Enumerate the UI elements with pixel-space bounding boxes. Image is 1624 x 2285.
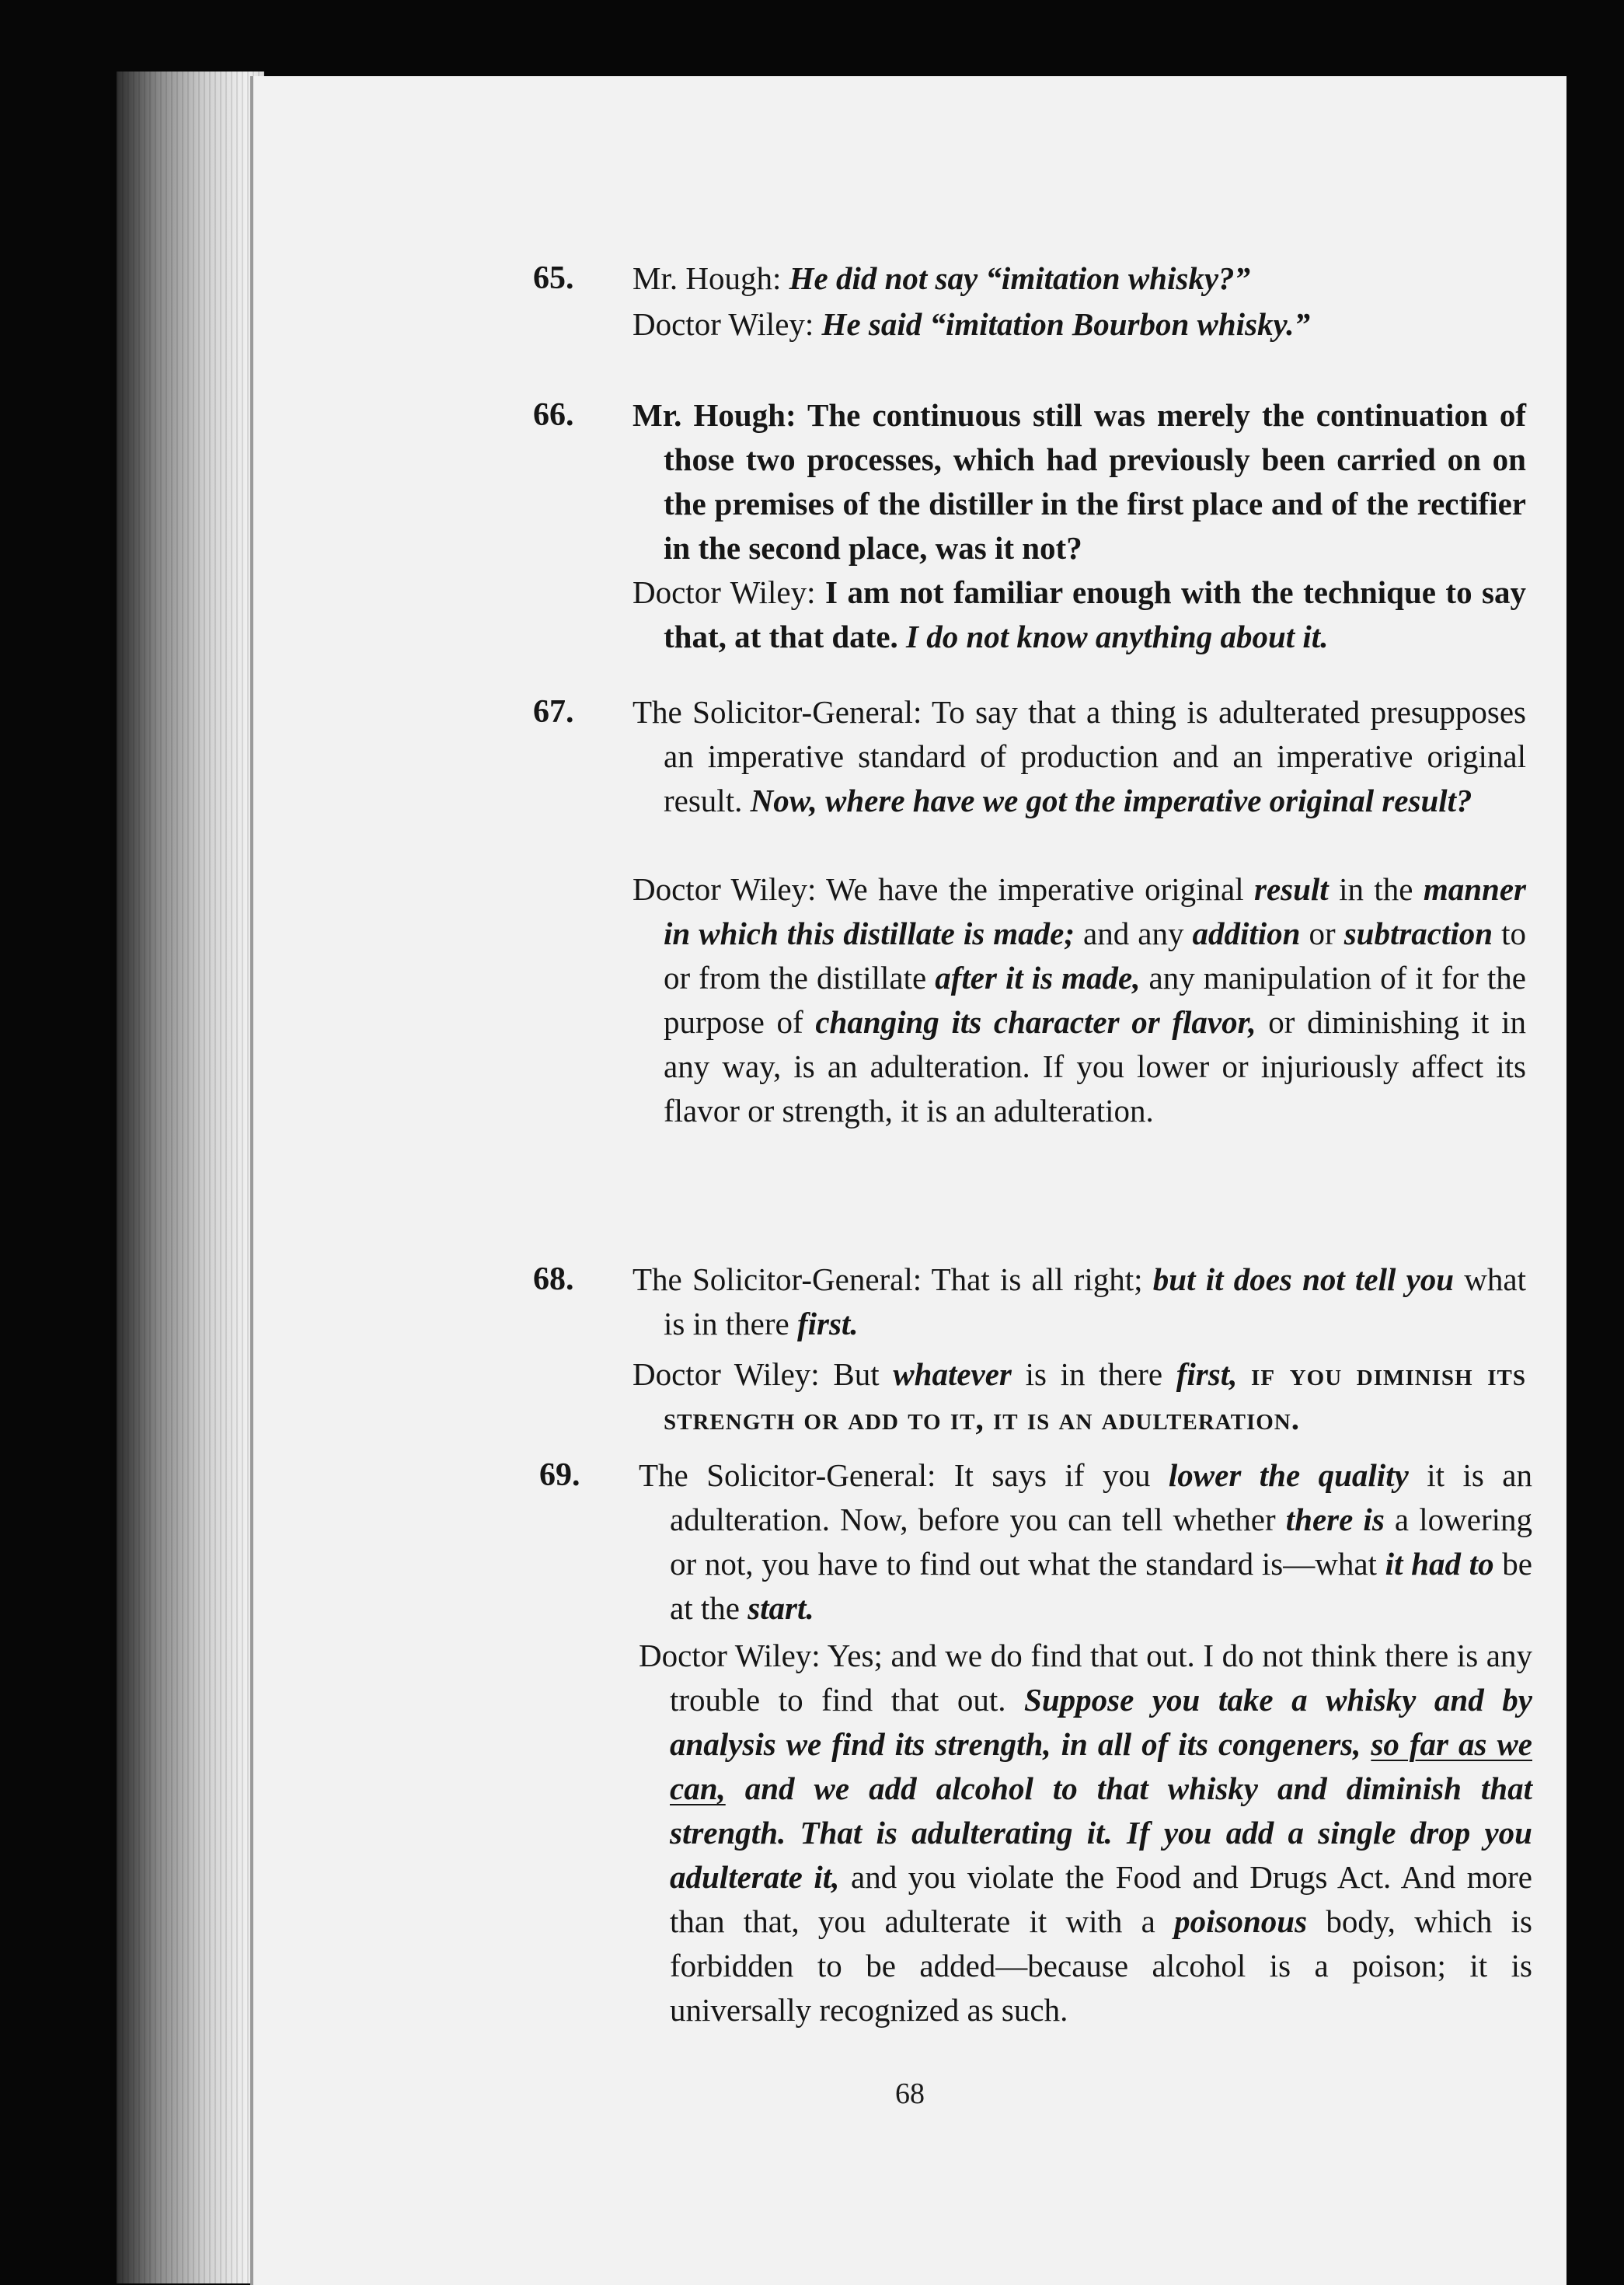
speaker: Doctor Wiley: <box>639 1638 821 1673</box>
question-emphasis: but it does not tell you <box>1152 1261 1455 1297</box>
question-text: It says if you <box>953 1457 1169 1493</box>
answer-text: I am not familiar enough with the technique to say that, at that date. <box>664 574 1527 654</box>
answer <box>633 570 1526 659</box>
question-text: be at the <box>670 1546 1532 1626</box>
answer-text: to or from the distillate <box>664 916 1526 996</box>
book-page-edges <box>117 72 264 2283</box>
page-number: 68 <box>895 2077 925 2110</box>
answer-emphasis: changing its character or flavor, <box>815 1004 1256 1040</box>
answer <box>633 867 1526 1133</box>
answer-emphasis: manner in which this distillate is made; <box>664 871 1526 951</box>
answer-underlined: so far as we can, <box>670 1726 1532 1806</box>
book-page <box>250 76 1566 2285</box>
speaker: The Solicitor-General: <box>633 694 922 730</box>
question-emphasis: it had to <box>1385 1546 1494 1582</box>
answer-text: and any <box>1075 916 1193 951</box>
question-emphasis: lower the quality <box>1168 1457 1409 1493</box>
entry-number: 67. <box>533 694 574 730</box>
speaker: Mr. Hough: <box>633 260 782 296</box>
answer-text: or diminishing it in any way, is an adulteration. If you lower or injuriously affect its flavor or strength, it is an adulteration. <box>664 1004 1526 1129</box>
entry-number: 65. <box>533 260 574 296</box>
answer-emphasis: I do not know anything about it. <box>906 619 1329 654</box>
question-emphasis: Now, where have we got the imperative original result? <box>750 783 1472 818</box>
speaker: Doctor Wiley: <box>633 306 814 342</box>
question-emphasis: first. <box>796 1306 859 1341</box>
question-text: That is all right; <box>931 1261 1143 1297</box>
answer-text: Yes; and we do find that out. I do not think there is any trouble to find that out. <box>670 1638 1532 1718</box>
answer-emphasis: poisonous <box>1174 1903 1308 1939</box>
question <box>639 1453 1532 1631</box>
question <box>633 1258 1526 1346</box>
answer-text: body, which is forbidden to be added—because alcohol is a poison; it is universally recognized as such. <box>670 1903 1532 2028</box>
answer-text: He said “imitation Bourbon whisky.” <box>821 306 1310 342</box>
answer-text: But <box>833 1356 880 1392</box>
question-text: He did not say “imitation whisky?” <box>789 260 1251 296</box>
answer-emphasis: and we add alcohol to that whisky and diminish that strength. That is adulterating it. If you add a single drop you adulterate it, <box>670 1770 1532 1895</box>
answer-emphasis: Suppose you take a whisky and by analysis we find its strength, in all of its congeners, <box>670 1682 1532 1762</box>
answer <box>639 1634 1532 2032</box>
answer-text: in the <box>1328 871 1424 907</box>
question-text: it is an adulteration. Now, before you can tell whether <box>670 1457 1533 1537</box>
question <box>633 256 1526 301</box>
entry-number: 69. <box>539 1457 580 1493</box>
speaker: Mr. Hough: <box>633 397 796 433</box>
question-text: what is in there <box>664 1261 1526 1341</box>
question <box>633 690 1526 823</box>
question-text: a lowering or not, you have to find out what the standard is—what <box>670 1502 1532 1582</box>
answer-emphasis: after it is made, <box>935 960 1141 996</box>
answer-small-caps: if you diminish its strength or add to it, it is an adulteration. <box>664 1356 1527 1436</box>
answer-text: We have the imperative original <box>826 871 1254 907</box>
speaker: Doctor Wiley: <box>633 871 817 907</box>
answer-text: or <box>1300 916 1344 951</box>
answer-text: any manipulation of it for the purpose of <box>664 960 1526 1040</box>
answer <box>633 1352 1526 1441</box>
question <box>633 393 1526 570</box>
answer-text: and you violate the Food and Drugs Act. And more than that, you adulterate it with a <box>670 1859 1532 1939</box>
answer-emphasis: result <box>1253 871 1329 907</box>
speaker: The Solicitor-General: <box>639 1457 936 1493</box>
speaker: Doctor Wiley: <box>633 1356 820 1392</box>
question-text: The continuous still was merely the continuation of those two processes, which had previously been carried on on the premises of the distiller in the first place and of the rectifier in the second place, was it not? <box>664 397 1526 566</box>
answer-text: is in there <box>1025 1356 1163 1392</box>
question-text: To say that a thing is adulterated presupposes an imperative standard of production and an imperative original result. <box>664 694 1526 818</box>
answer-emphasis: subtraction <box>1343 916 1493 951</box>
speaker: The Solicitor-General: <box>633 1261 922 1297</box>
entry-number: 66. <box>533 397 574 433</box>
question-emphasis: start. <box>748 1590 814 1626</box>
answer-emphasis: first, <box>1176 1356 1238 1392</box>
speaker: Doctor Wiley: <box>633 574 816 610</box>
answer-emphasis: addition <box>1192 916 1301 951</box>
answer-emphasis: whatever <box>893 1356 1012 1392</box>
entry-number: 68. <box>533 1261 574 1297</box>
answer <box>633 302 1526 347</box>
question-emphasis: there is <box>1285 1502 1385 1537</box>
